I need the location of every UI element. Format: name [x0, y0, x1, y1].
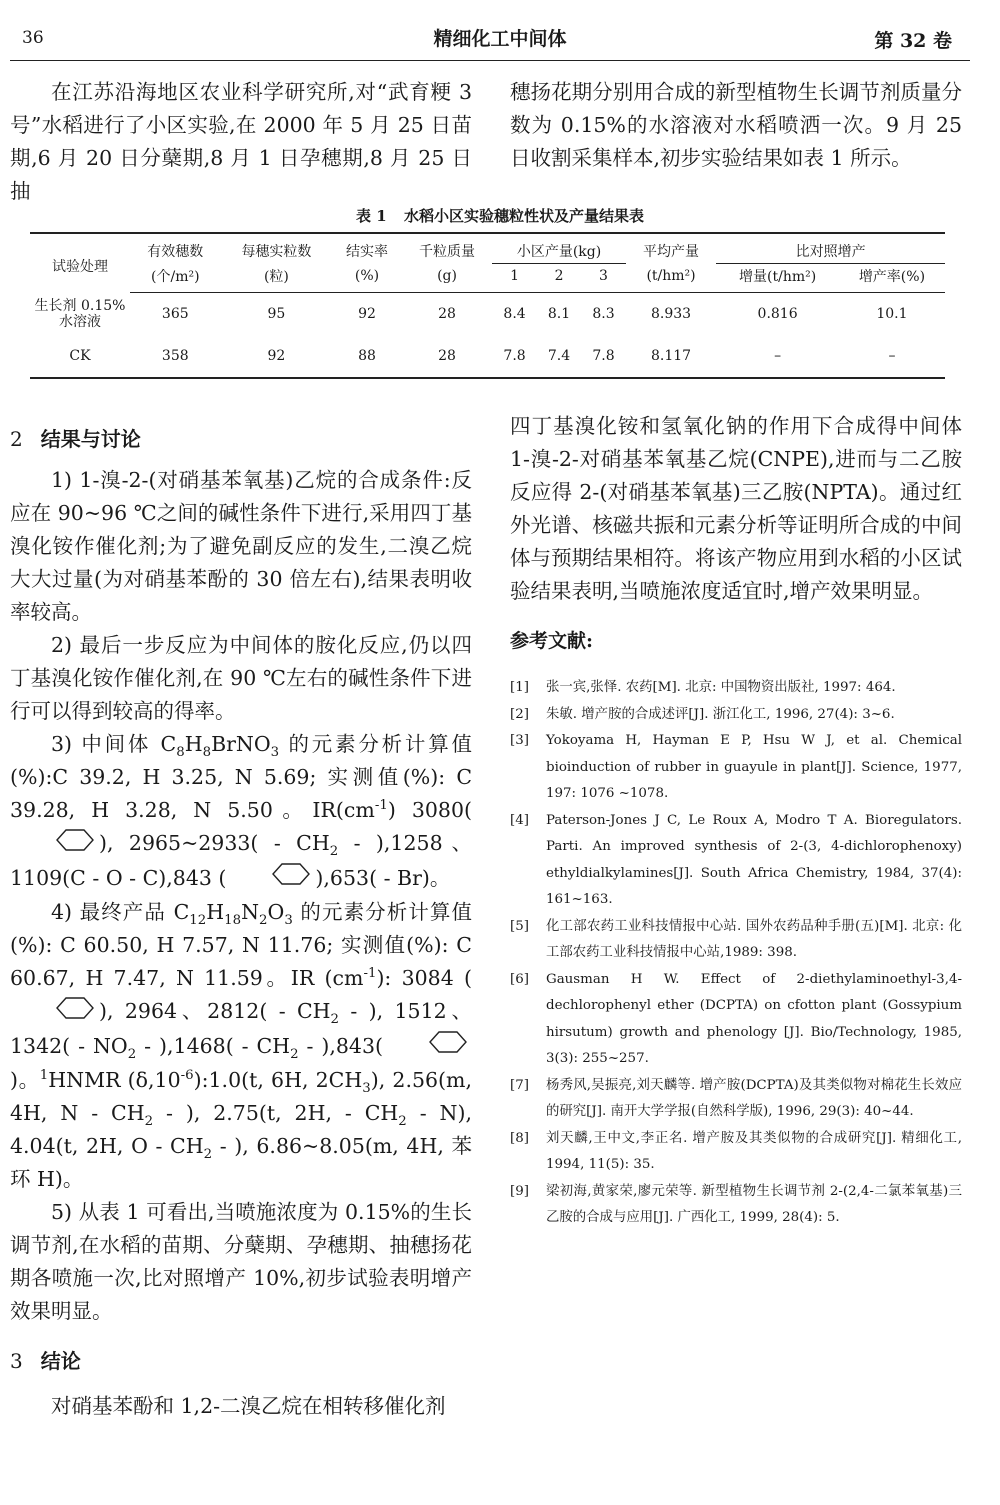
reference-text: 梁初海,黄家荣,廖元荣等. 新型植物生长调节剂 2-(2,4-二氯苯氧基)三乙胺的合成与应用[J]. 广西化工, 1999, 28(4): 5.	[546, 1183, 962, 1225]
cell-panicles: 358	[130, 335, 221, 378]
cell-increase-rate: –	[839, 335, 945, 378]
text-run: ) 3080(	[387, 798, 472, 822]
cell-plot-1: 7.8	[492, 335, 536, 378]
discussion-item-1: 1) 1-溴-2-(对硝基苯氧基)乙烷的合成条件:反应在 90~96 ℃之间的碱性条件下进行,采用四丁基溴化铵作催化剂;为了避免副反应的发生,二溴乙烷大大过量(为对硝基苯酚的 30 倍左右),结果表明收率较高。	[10, 468, 472, 624]
subscript: 8	[176, 745, 185, 761]
text-run: ),653( - Br)。	[315, 865, 451, 890]
header-increase: 比对照增产	[716, 233, 945, 264]
reference-number: [6]	[510, 971, 529, 987]
reference-number: [9]	[510, 1183, 529, 1199]
reference-number: [8]	[510, 1130, 529, 1146]
discussion-item-2: 2) 最后一步反应为中间体的胺化反应,仍以四丁基溴化铵作催化剂,在 90 ℃左右的碱性条件下进行可以得到较高的得率。	[10, 633, 472, 723]
text-run: BrNO	[211, 732, 271, 756]
reference-text: Yokoyama H, Hayman E P, Hsu W J, et al. Chemical bioinduction of rubber in guayule in plant[J]. Science, 1977, 197: 1076 ~1078.	[546, 733, 962, 801]
text-run: - ),1468( - CH	[136, 1033, 291, 1058]
reference-text: Paterson-Jones J C, Le Roux A, Modro T A. Bioregulators. Parti. An improved synthesis of 2-(3, 4-dichlorophenoxy) ethyldialkylamines[J]. South Africa Chemistry, 1984, 37(4): 161~163.	[546, 812, 962, 907]
reference-list	[510, 675, 962, 1232]
reference-item	[510, 1179, 962, 1232]
subscript: 2	[127, 1046, 137, 1062]
text-run: 3) 中间体 C	[51, 732, 177, 756]
text-run: ), 2965~2933( - CH	[99, 831, 330, 855]
reference-text: 刘天麟,王中文,李正名. 增产胺及其类似物的合成研究[J]. 精细化工, 1994, 11(5): 35.	[546, 1130, 962, 1172]
cell-plot-1: 8.4	[503, 306, 526, 322]
cell-avg-yield: 8.117	[626, 335, 717, 378]
subscript: 2	[398, 1114, 407, 1130]
superscript: -6	[180, 1068, 194, 1084]
cell-grains: 92	[221, 335, 333, 378]
header-plot-3: 3	[581, 264, 625, 293]
benzene-ring-icon	[10, 996, 99, 1030]
text-run: - ), 2.75(t, 2H, - CH	[153, 1101, 399, 1125]
subscript: 2	[290, 1046, 299, 1062]
cell-plot-3: 8.3	[592, 306, 615, 322]
reference-item	[510, 702, 962, 729]
header-increase-amount: 增量(t/hm²)	[716, 264, 839, 293]
reference-number: [4]	[510, 812, 529, 828]
header-seed-rate-unit: (%)	[332, 264, 401, 293]
reference-text: 化工部农药工业科技情报中心站. 国外农药品种手册(五)[M]. 北京: 化工部农药工业科技情报中心站,1989: 398.	[546, 918, 962, 960]
cell-plot-2: 8.1	[547, 306, 571, 322]
discussion-item-5: 5) 从表 1 可看出,当喷施浓度为 0.15%的生长调节剂,在水稻的苗期、分蘖期、孕穗期、抽穗扬花期各喷施一次,比对照增产 10%,初步试验表明增产效果明显。	[10, 1200, 472, 1323]
intro-left-column	[10, 76, 472, 208]
text-run: ): 3084 (	[376, 966, 472, 990]
subscript: 3	[284, 913, 293, 929]
reference-number: [1]	[510, 680, 529, 695]
subscript: 18	[224, 913, 242, 929]
reference-item	[510, 808, 962, 914]
subscript: 3	[270, 745, 280, 761]
header-seed-rate: 结实率	[332, 233, 401, 264]
cell-increase-rate: 10.1	[876, 306, 908, 322]
subscript: 2	[144, 1114, 154, 1130]
header-plot-yield: 小区产量(kg)	[492, 233, 625, 264]
header-rule	[10, 60, 970, 61]
text-run: - ),843(	[298, 1033, 383, 1058]
page-header	[0, 0, 1000, 62]
cell-treatment: 生长剂 0.15% 水溶液	[34, 297, 126, 330]
section-title: 结果与讨论	[40, 427, 141, 451]
reference-item	[510, 967, 962, 1073]
text-run: H	[206, 900, 225, 924]
section-number: 3	[10, 1349, 23, 1373]
cell-panicles: 365	[161, 306, 189, 322]
table-title: 水稻小区实验穗粒性状及产量结果表	[403, 207, 644, 225]
reference-item	[510, 1073, 962, 1126]
header-avg-yield: 平均产量	[626, 233, 717, 264]
header-kgw: 千粒质量	[402, 233, 493, 264]
table-row	[30, 335, 945, 378]
reference-text: 张一宾,张怿. 农药[M]. 北京: 中国物资出版社, 1997: 464.	[546, 680, 896, 695]
cell-plot-2: 7.4	[537, 335, 581, 378]
intro-paragraph-cont: 穗扬花期分别用合成的新型植物生长调节剂质量分数为 0.15%的水溶液对水稻喷洒一次。9 月 25 日收割采集样本,初步实验结果如表 1 所示。	[510, 80, 962, 170]
text-run: O	[267, 900, 285, 924]
intro-paragraph: 在江苏沿海地区农业科学研究所,对“武育粳 3 号”水稻进行了小区实验,在 2000 年 5 月 25 日苗期,6 月 20 日分蘖期,8 月 1 日孕穗期,8 月 25 日抽	[10, 80, 472, 203]
text-run: - ), 6.86~8.05(m, 4H, 苯环 H)。	[10, 1134, 472, 1191]
text-run: - N), 4.04(t, 2H, O - CH	[10, 1101, 472, 1158]
text-run: ), 2964、2812( - CH	[99, 999, 331, 1023]
reference-item	[510, 1126, 962, 1179]
table-label: 表 1	[356, 207, 387, 225]
superscript: 1	[39, 1068, 49, 1084]
reference-text: 朱敏. 增产胺的合成述评[J]. 浙江化工, 1996, 27(4): 3~6.	[546, 706, 895, 722]
header-panicles-unit: (个/m²)	[130, 264, 221, 293]
text-run: HNMR (δ,10	[48, 1068, 181, 1092]
reference-number: [3]	[510, 733, 529, 748]
header-grains-unit: (粒)	[221, 264, 333, 293]
discussion-item-4	[10, 896, 472, 1196]
conclusion-paragraph-cont: 四丁基溴化铵和氢氧化钠的作用下合成得中间体 1-溴-2-对硝基苯氧基乙烷(CNPE),进而与二乙胺反应得 2-(对硝基苯氧基)三乙胺(NPTA)。通过红外光谱、核磁共振和元素分析等证明所合成的中间体与预期结果相符。将该产物应用到水稻的小区试验结果表明,当喷施浓度适宜时,增产效果明显。	[510, 414, 962, 603]
cell-avg-yield: 8.933	[650, 306, 692, 322]
left-column	[10, 410, 472, 1423]
text-run: H	[184, 732, 203, 756]
subscript: 2	[330, 1012, 340, 1028]
header-avg-yield-unit: (t/hm²)	[626, 264, 717, 293]
cell-plot-3: 7.8	[581, 335, 625, 378]
subscript: 2	[203, 1147, 213, 1163]
text-run: ):1.0(t, 6H, 2CH	[193, 1068, 363, 1092]
cell-seed-rate: 92	[358, 306, 376, 322]
text-run: N	[241, 900, 260, 924]
header-increase-rate: 增产率(%)	[839, 264, 945, 293]
text-run: 的元素分析计算值(%): C 60.50, H 7.57, N 11.76; 实测值(%): C 60.67, H 7.47, N 11.59。IR (cm	[10, 900, 472, 990]
references-heading: 参考文献:	[510, 630, 594, 652]
reference-text: Gausman H W. Effect of 2-diethylaminoethyl-3,4-dechlorophenyl ether (DCPTA) on cfotton plant (Gossypium hirsutum) growth and phenology [J]. Bio/Technology, 1985, 3(3): 255~257.	[546, 971, 962, 1066]
table-caption	[0, 205, 1000, 226]
benzene-ring-icon	[10, 828, 99, 862]
benzene-ring-icon	[226, 862, 315, 896]
reference-number: [7]	[510, 1077, 529, 1093]
benzene-ring-icon	[383, 1030, 472, 1064]
header-plot-2: 2	[537, 264, 581, 293]
subscript: 12	[189, 913, 207, 929]
journal-title: 精细化工中间体	[433, 28, 567, 50]
discussion-item-3	[10, 728, 472, 896]
page-number: 36	[22, 28, 44, 48]
text-run: - ),1258、1109(C - O - C),843 (	[10, 831, 472, 890]
text-run: 的元素分析计算值(%):C 39.2, H 3.25, N 5.69; 实测值(%): C 39.28, H 3.28, N 5.50。IR(cm	[10, 732, 472, 822]
reference-item	[510, 728, 962, 808]
section-number: 2	[10, 427, 23, 451]
reference-number: [2]	[510, 706, 529, 722]
section-title: 结论	[40, 1349, 81, 1373]
header-panicles: 有效穗数	[130, 233, 221, 264]
cell-treatment: CK	[30, 335, 130, 378]
intro-right-column	[510, 76, 962, 175]
reference-number: [5]	[510, 918, 529, 934]
header-kgw-unit: (g)	[402, 264, 493, 293]
section-3-heading	[10, 1346, 472, 1376]
reference-item	[510, 675, 962, 702]
subscript: 3	[362, 1081, 371, 1097]
subscript: 2	[259, 913, 268, 929]
header-treatment: 试验处理	[30, 233, 130, 293]
text-run: ), 2.56(m, 4H, N - CH	[10, 1068, 472, 1125]
subscript: 8	[202, 745, 212, 761]
volume-label: 第 32 卷	[874, 30, 952, 52]
conclusion-paragraph: 对硝基苯酚和 1,2-二溴乙烷在相转移催化剂	[51, 1394, 446, 1418]
cell-increase-amount: 0.816	[757, 306, 798, 322]
subscript: 2	[329, 844, 339, 860]
right-column	[510, 410, 962, 1232]
reference-text: 杨秀风,吴振亮,刘天麟等. 增产胺(DCPTA)及其类似物对棉花生长效应的研究[J]. 南开大学学报(自然科学版), 1996, 29(3): 40~44.	[546, 1077, 962, 1119]
table-row	[30, 293, 945, 336]
reference-item	[510, 914, 962, 967]
cell-increase-amount: –	[716, 335, 839, 378]
cell-kgw: 28	[438, 306, 456, 322]
results-table	[30, 232, 945, 379]
header-plot-1: 1	[492, 264, 536, 293]
header-grains: 每穗实粒数	[221, 233, 333, 264]
cell-seed-rate: 88	[332, 335, 401, 378]
text-run: 4) 最终产品 C	[51, 900, 190, 924]
cell-grains: 95	[267, 306, 286, 322]
text-run: )。	[10, 1068, 40, 1092]
superscript: -1	[374, 798, 388, 814]
text-run: - ), 1512、1342( - NO	[10, 999, 472, 1058]
section-2-heading	[10, 424, 472, 454]
superscript: -1	[363, 966, 377, 982]
cell-kgw: 28	[402, 335, 493, 378]
